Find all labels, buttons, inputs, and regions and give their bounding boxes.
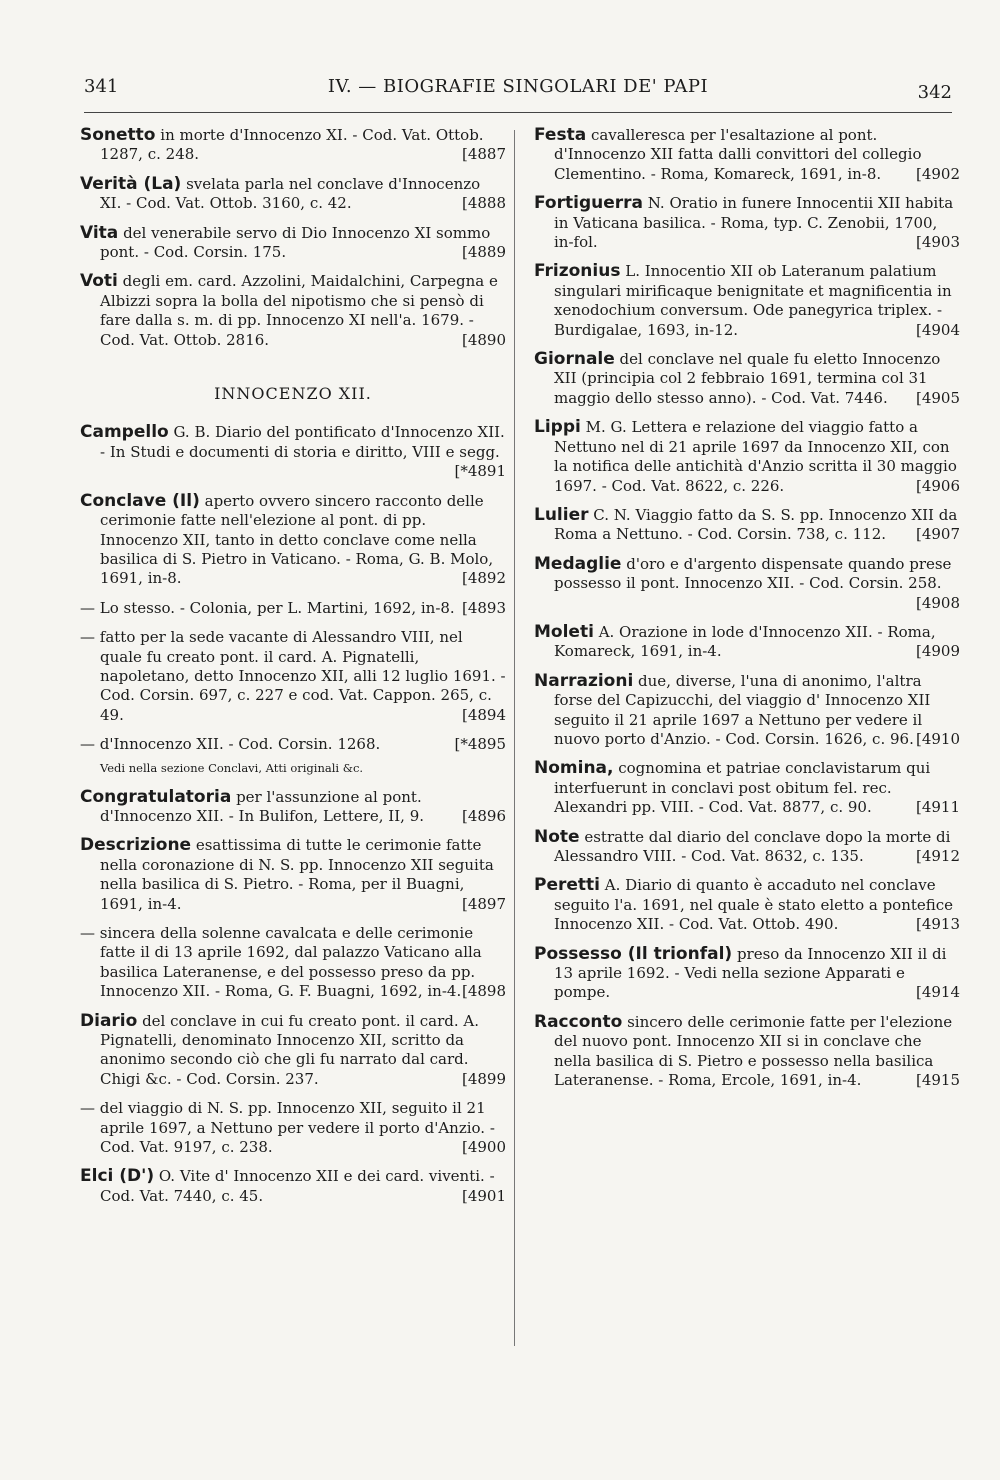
entry-text: C. N. Viaggio fatto da S. S. pp. Innocenzo XII da Roma a Nettuno. - Cod. Corsin. 738, c. 112. bbox=[554, 505, 958, 544]
entry-heading: Vita bbox=[80, 222, 119, 243]
entry-heading: Congratulatoria bbox=[80, 786, 232, 807]
entry-heading: Racconto bbox=[534, 1011, 623, 1032]
bibliography-entry bbox=[80, 735, 506, 754]
section-title: INNOCENZO XII. bbox=[214, 384, 372, 404]
bibliography-entry bbox=[534, 1013, 960, 1091]
entry-number: [4899 bbox=[461, 1069, 506, 1088]
bibliography-entry bbox=[80, 1012, 506, 1090]
bibliography-entry bbox=[534, 945, 960, 1003]
entry-text: per l'assunzione al pont. d'Innocenzo XII. - In Bulifon, Lettere, II, 9. bbox=[100, 787, 425, 825]
page-number-left: 341 bbox=[84, 76, 119, 97]
entry-number: [4913 bbox=[915, 915, 960, 934]
entry-text: in morte d'Innocenzo XI. - Cod. Vat. Ottob. 1287, c. 248. bbox=[100, 126, 484, 164]
bibliography-entry bbox=[80, 628, 506, 725]
entry-text: degli em. card. Azzolini, Maidalchini, Carpegna e Albizzi sopra la bolla del nipotismo che si pensò di fare dalla s. m. di pp. Innocenzo XI nell'a. 1679. - Cod. Vat. Ottob. 2816. bbox=[100, 272, 498, 349]
entry-number: [4888 bbox=[461, 194, 506, 213]
entry-number: [4897 bbox=[461, 894, 506, 913]
bibliography-entry bbox=[534, 350, 960, 408]
entry-heading: Narrazioni bbox=[534, 670, 634, 691]
entry-number: [4889 bbox=[461, 243, 506, 262]
entry-text: del conclave in cui fu creato pont. il card. A. Pignatelli, denominato Innocenzo XII, scritto da anonimo secondo ciò che gli fu narrato dal card. Chigi &c. - Cod. Corsin. 237. bbox=[100, 1011, 480, 1088]
bibliography-entry bbox=[80, 836, 506, 914]
bibliography-entry bbox=[80, 1099, 506, 1157]
bibliography-entry bbox=[80, 423, 506, 481]
entry-heading: Diario bbox=[80, 1010, 138, 1031]
entry-heading: Lippi bbox=[534, 417, 581, 438]
entry-text: M. G. Lettera e relazione del viaggio fatto a Nettuno nel di 21 aprile 1697 da Innocenzo XII, con la notifica delle antichità d'Anzio scritta il 30 maggio 1697. - Cod. Vat. 8622, c. 226. bbox=[554, 418, 957, 495]
entry-heading: Descrizione bbox=[80, 835, 192, 856]
entry-heading: Possesso (Il trionfal) bbox=[534, 943, 733, 964]
entry-text: N. Oratio in funere Innocentii XII habita in Vaticana basilica. - Roma, typ. C. Zenobii, 1700, in-fol. bbox=[554, 194, 954, 252]
entry-text: — fatto per la sede vacante di Alessandro VIII, nel quale fu creato pont. il card. A. Pignatelli, napoletano, detto Innocenzo XII, alli 12 luglio 1691. - Cod. Corsin. 697, c. 227 e cod. Vat. Cappon. 265, c. 49. bbox=[80, 628, 506, 724]
entry-heading: Voti bbox=[80, 271, 118, 292]
entry-number: [4887 bbox=[461, 145, 506, 164]
bibliography-entry bbox=[534, 506, 960, 545]
bibliography-entry bbox=[534, 555, 960, 613]
bibliography-entry bbox=[80, 1167, 506, 1206]
running-title: IV. — BIOGRAFIE SINGOLARI DE' PAPI bbox=[327, 76, 709, 97]
page-header bbox=[84, 72, 952, 102]
entry-text: O. Vite d' Innocenzo XII e dei card. viventi. - Cod. Vat. 7440, c. 45. bbox=[100, 1167, 495, 1205]
left-column bbox=[80, 126, 506, 1216]
entry-text: — d'Innocenzo XII. - Cod. Corsin. 1268. bbox=[80, 735, 381, 754]
entry-heading: Campello bbox=[80, 422, 169, 443]
entry-text: L. Innocentio XII ob Lateranum palatium singulari mirificaque benignitate et magnificentia in xenodochium conversum. Ode panegyrica triplex. - Burdigalae, 1693, in-12. bbox=[554, 262, 952, 339]
left-entries-group-3 bbox=[80, 788, 506, 1207]
entry-heading: Note bbox=[534, 826, 580, 847]
entry-number: [4892 bbox=[461, 569, 506, 588]
entry-number: [4909 bbox=[915, 642, 960, 661]
bibliography-entry bbox=[534, 418, 960, 496]
entry-text: cavalleresca per l'esaltazione al pont. d'Innocenzo XII fatta dalli convittori del collegio Clementino. - Roma, Komareck, 1691, in-8. bbox=[554, 126, 922, 183]
entry-number: [4906 bbox=[915, 476, 960, 495]
bibliography-entry bbox=[534, 262, 960, 340]
entry-number: [4901 bbox=[461, 1186, 506, 1205]
bibliography-entry bbox=[534, 828, 960, 867]
entry-number: [4894 bbox=[461, 705, 506, 724]
bibliography-entry bbox=[80, 126, 506, 165]
bibliography-entry bbox=[534, 194, 960, 252]
entry-text: A. Diario di quanto è accaduto nel conclave seguito l'a. 1691, nel quale è stato eletto a pontefice Innocenzo XII. - Cod. Vat. Ottob. 490. bbox=[554, 876, 954, 934]
entry-number: [4911 bbox=[915, 798, 960, 817]
bibliography-entry bbox=[80, 599, 506, 618]
entry-heading: Giornale bbox=[534, 349, 615, 370]
left-entries-group-2 bbox=[80, 423, 506, 754]
entry-number: [4903 bbox=[915, 233, 960, 252]
entry-heading: Medaglie bbox=[534, 553, 622, 574]
entry-number: [4902 bbox=[915, 164, 960, 183]
entry-text: — sincera della solenne cavalcata e delle cerimonie fatte il di 13 aprile 1692, dal palazzo Vaticano alla basilica Lateranense, e del possesso preso da pp. Innocenzo XII. - Roma, G. F. Buagni, 1692, in-4. bbox=[80, 924, 482, 1001]
entry-text: esattissima di tutte le cerimonie fatte nella coronazione di N. S. pp. Innocenzo XII seguita nella basilica di S. Pietro. - Roma, per il Buagni, 1691, in-4. bbox=[100, 836, 494, 913]
entry-heading: Fortiguerra bbox=[534, 193, 643, 214]
bibliography-entry bbox=[80, 788, 506, 827]
entry-number: [*4891 bbox=[454, 462, 506, 481]
entry-number: [4914 bbox=[915, 983, 960, 1002]
bibliography-entry bbox=[534, 759, 960, 817]
entry-number: [4905 bbox=[915, 388, 960, 407]
entry-text: A. Orazione in lode d'Innocenzo XII. - Roma, Komareck, 1691, in-4. bbox=[554, 622, 936, 661]
entry-text: due, diverse, l'una di anonimo, l'altra forse del Capizucchi, del viaggio d' Innocenzo XII seguito il 21 aprile 1697 a Nettuno per vedere il nuovo porto d'Anzio. - Cod. Corsin. 1626, c. 96. bbox=[554, 671, 931, 748]
entry-number: [4910 bbox=[915, 729, 960, 748]
entry-number: [4904 bbox=[915, 320, 960, 339]
entry-text: d'oro e d'argento dispensate quando prese possesso il pont. Innocenzo XII. - Cod. Corsin. 258. bbox=[554, 554, 952, 593]
entry-text: G. B. Diario del pontificato d'Innocenzo XII. - In Studi e documenti di storia e diritto, VIII e segg. bbox=[100, 423, 505, 461]
bibliography-entry bbox=[534, 623, 960, 662]
entry-number: [4900 bbox=[461, 1138, 506, 1157]
header-rule bbox=[84, 112, 952, 113]
bibliography-entry bbox=[534, 876, 960, 934]
entry-text: svelata parla nel conclave d'Innocenzo XI. - Cod. Vat. Ottob. 3160, c. 42. bbox=[100, 174, 481, 213]
entry-text: del venerabile servo di Dio Innocenzo XI sommo pont. - Cod. Corsin. 175. bbox=[100, 223, 491, 262]
bibliography-entry bbox=[80, 175, 506, 214]
entry-number: [4908 bbox=[915, 593, 960, 612]
bibliography-entry bbox=[80, 924, 506, 1002]
bibliography-entry bbox=[80, 492, 506, 589]
right-column bbox=[534, 126, 960, 1100]
entry-number: [4907 bbox=[915, 525, 960, 544]
entry-number: [4890 bbox=[461, 330, 506, 349]
bibliography-entry bbox=[80, 224, 506, 263]
entry-heading: Festa bbox=[534, 125, 587, 145]
entry-text: aperto ovvero sincero racconto delle cerimonie fatte nell'elezione al pont. di pp. Innocenzo XII, tanto in detto conclave come nella basilica di S. Pietro in Vaticano. - Roma, G. B. Molo, 1691, in-8. bbox=[100, 491, 494, 588]
left-entries-group-1 bbox=[80, 126, 506, 350]
entry-number: [*4895 bbox=[454, 735, 506, 754]
bibliography-entry bbox=[80, 272, 506, 350]
entry-text: sincero delle cerimonie fatte per l'elezione del nuovo pont. Innocenzo XII si in conclave che nella basilica di S. Pietro e possesso nella basilica Lateranense. - Roma, Ercole, 1691, in-4. bbox=[554, 1012, 953, 1090]
entry-text: estratte dal diario del conclave dopo la morte di Alessandro VIII. - Cod. Vat. 8632, c. 135. bbox=[554, 827, 951, 865]
entry-number: [4915 bbox=[915, 1071, 960, 1090]
entry-number: [4898 bbox=[461, 982, 506, 1001]
column-divider bbox=[514, 130, 515, 1346]
bibliography-entry bbox=[534, 672, 960, 750]
entry-text: preso da Innocenzo XII il di 13 aprile 1692. - Vedi nella sezione Apparati e pompe. bbox=[554, 944, 947, 1002]
page-number-right: 342 bbox=[917, 82, 952, 103]
entry-heading: Moleti bbox=[534, 621, 594, 642]
entry-heading: Nomina, bbox=[534, 758, 614, 779]
entry-number: [4893 bbox=[461, 598, 506, 617]
bibliography-entry bbox=[534, 126, 960, 184]
cross-reference-note: Vedi nella sezione Conclavi, Atti originali &c. bbox=[100, 760, 364, 775]
entry-heading: Elci (D') bbox=[80, 1166, 155, 1187]
right-entries-group bbox=[534, 126, 960, 1090]
entry-number: [4912 bbox=[915, 847, 960, 865]
entry-text: — Lo stesso. - Colonia, per L. Martini, 1692, in-8. bbox=[80, 598, 455, 617]
entry-heading: Verità (La) bbox=[80, 173, 182, 194]
entry-heading: Sonetto bbox=[80, 125, 156, 145]
entry-heading: Lulier bbox=[534, 504, 589, 525]
entry-heading: Conclave (Il) bbox=[80, 490, 200, 511]
entry-text: — del viaggio di N. S. pp. Innocenzo XII, seguito il 21 aprile 1697, a Nettuno per vedere il porto d'Anzio. - Cod. Vat. 9197, c. 238. bbox=[80, 1099, 495, 1157]
entry-heading: Peretti bbox=[534, 875, 600, 896]
entry-heading: Frizonius bbox=[534, 261, 621, 282]
entry-text: del conclave nel quale fu eletto Innocenzo XII (principia col 2 febbraio 1691, termina col 31 maggio dello stesso anno). - Cod. Vat. 7446. bbox=[554, 350, 941, 407]
entry-text: cognomina et patriae conclavistarum qui interfuerunt in conclavi post obitum fel. rec. Alexandri pp. VIII. - Cod. Vat. 8877, c. 90. bbox=[554, 759, 931, 817]
entry-number: [4896 bbox=[461, 806, 506, 825]
